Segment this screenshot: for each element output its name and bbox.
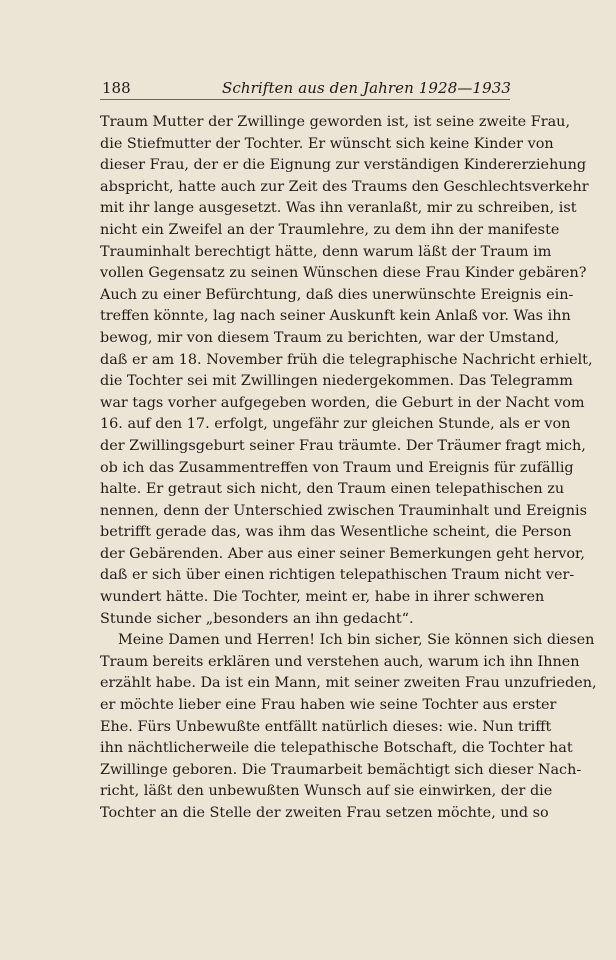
text-line: mit ihr lange ausgesetzt. Was ihn veranlaßt, mir zu schreiben, ist — [100, 200, 577, 217]
text-line: Auch zu einer Befürchtung, daß dies unerwünschte Ereignis ein- — [100, 286, 574, 303]
text-line: der Gebärenden. Aber aus einer seiner Bemerkungen geht hervor, — [100, 545, 585, 562]
text-line: daß er am 18. November früh die telegraphische Nachricht erhielt, — [100, 351, 593, 368]
text-line: 16. auf den 17. erfolgt, ungefähr zur gleichen Stunde, als er von — [100, 416, 571, 433]
text-line: nennen, denn der Unterschied zwischen Trauminhalt und Ereignis — [100, 502, 587, 519]
text-line: dieser Frau, der er die Eignung zur verständigen Kindererziehung — [100, 157, 587, 174]
text-line: der Zwillingsgeburt seiner Frau träumte. Der Träumer fragt mich, — [100, 437, 586, 454]
header-rule — [100, 99, 510, 100]
text-line: wundert hätte. Die Tochter, meint er, habe in ihrer schweren — [100, 589, 545, 606]
text-line: er möchte lieber eine Frau haben wie seine Tochter aus erster — [100, 697, 557, 714]
text-line: Zwillinge geboren. Die Traumarbeit bemächtigt sich dieser Nach- — [100, 761, 582, 778]
running-head — [100, 78, 512, 100]
text-line: betrifft gerade das, was ihm das Wesentliche scheint, die Person — [100, 524, 572, 541]
text-line: Traum bereits erklären und verstehen auch, warum ich ihn Ihnen — [100, 653, 580, 670]
text-line: erzählt habe. Da ist ein Mann, mit seiner zweiten Frau unzufrieden, — [100, 675, 597, 692]
text-line: abspricht, hatte auch zur Zeit des Traums den Geschlechtsverkehr — [100, 178, 589, 195]
text-line: bewog, mir von diesem Traum zu berichten, war der Umstand, — [100, 329, 560, 346]
text-line: die Tochter sei mit Zwillingen niedergekommen. Das Telegramm — [100, 373, 573, 390]
running-title: Schriften aus den Jahren 1928—1933 — [222, 79, 512, 97]
text-line: daß er sich über einen richtigen telepathischen Traum nicht ver- — [100, 567, 575, 584]
text-line: halte. Er getraut sich nicht, den Traum einen telepathischen zu — [100, 481, 565, 498]
text-line: nicht ein Zweifel an der Traumlehre, zu dem ihn der manifeste — [100, 221, 560, 238]
text-line: Ehe. Fürs Unbewußte entfällt natürlich dieses: wie. Nun trifft — [100, 718, 552, 735]
text-line: Trauminhalt berechtigt hätte, denn warum läßt der Traum im — [100, 243, 552, 260]
text-line: vollen Gegensatz zu seinen Wünschen diese Frau Kinder gebären? — [100, 265, 587, 282]
text-line: ihn nächtlicherweile die telepathische Botschaft, die Tochter hat — [100, 740, 573, 757]
paragraph-first-line: Meine Damen und Herren! Ich bin sicher, Sie können sich diesen — [118, 632, 595, 649]
text-line: die Stiefmutter der Tochter. Er wünscht sich keine Kinder von — [100, 135, 554, 152]
text-line: richt, läßt den unbewußten Wunsch auf sie einwirken, der die — [100, 783, 553, 800]
body-text — [100, 112, 597, 825]
text-line: Traum Mutter der Zwillinge geworden ist, ist seine zweite Frau, — [100, 114, 571, 130]
text-line: treffen könnte, lag nach seiner Auskunft kein Anlaß vor. Was ihn — [100, 308, 571, 325]
page-number: 188 — [102, 79, 131, 97]
text-line: Tochter an die Stelle der zweiten Frau setzen möchte, und so — [100, 805, 549, 821]
text-line: ob ich das Zusammentreffen von Traum und Ereignis für zufällig — [100, 459, 574, 476]
paragraph-last-line: Stunde sicher „besonders an ihn gedacht“. — [100, 610, 414, 627]
text-line: war tags vorher aufgegeben worden, die Geburt in der Nacht vom — [100, 394, 585, 411]
